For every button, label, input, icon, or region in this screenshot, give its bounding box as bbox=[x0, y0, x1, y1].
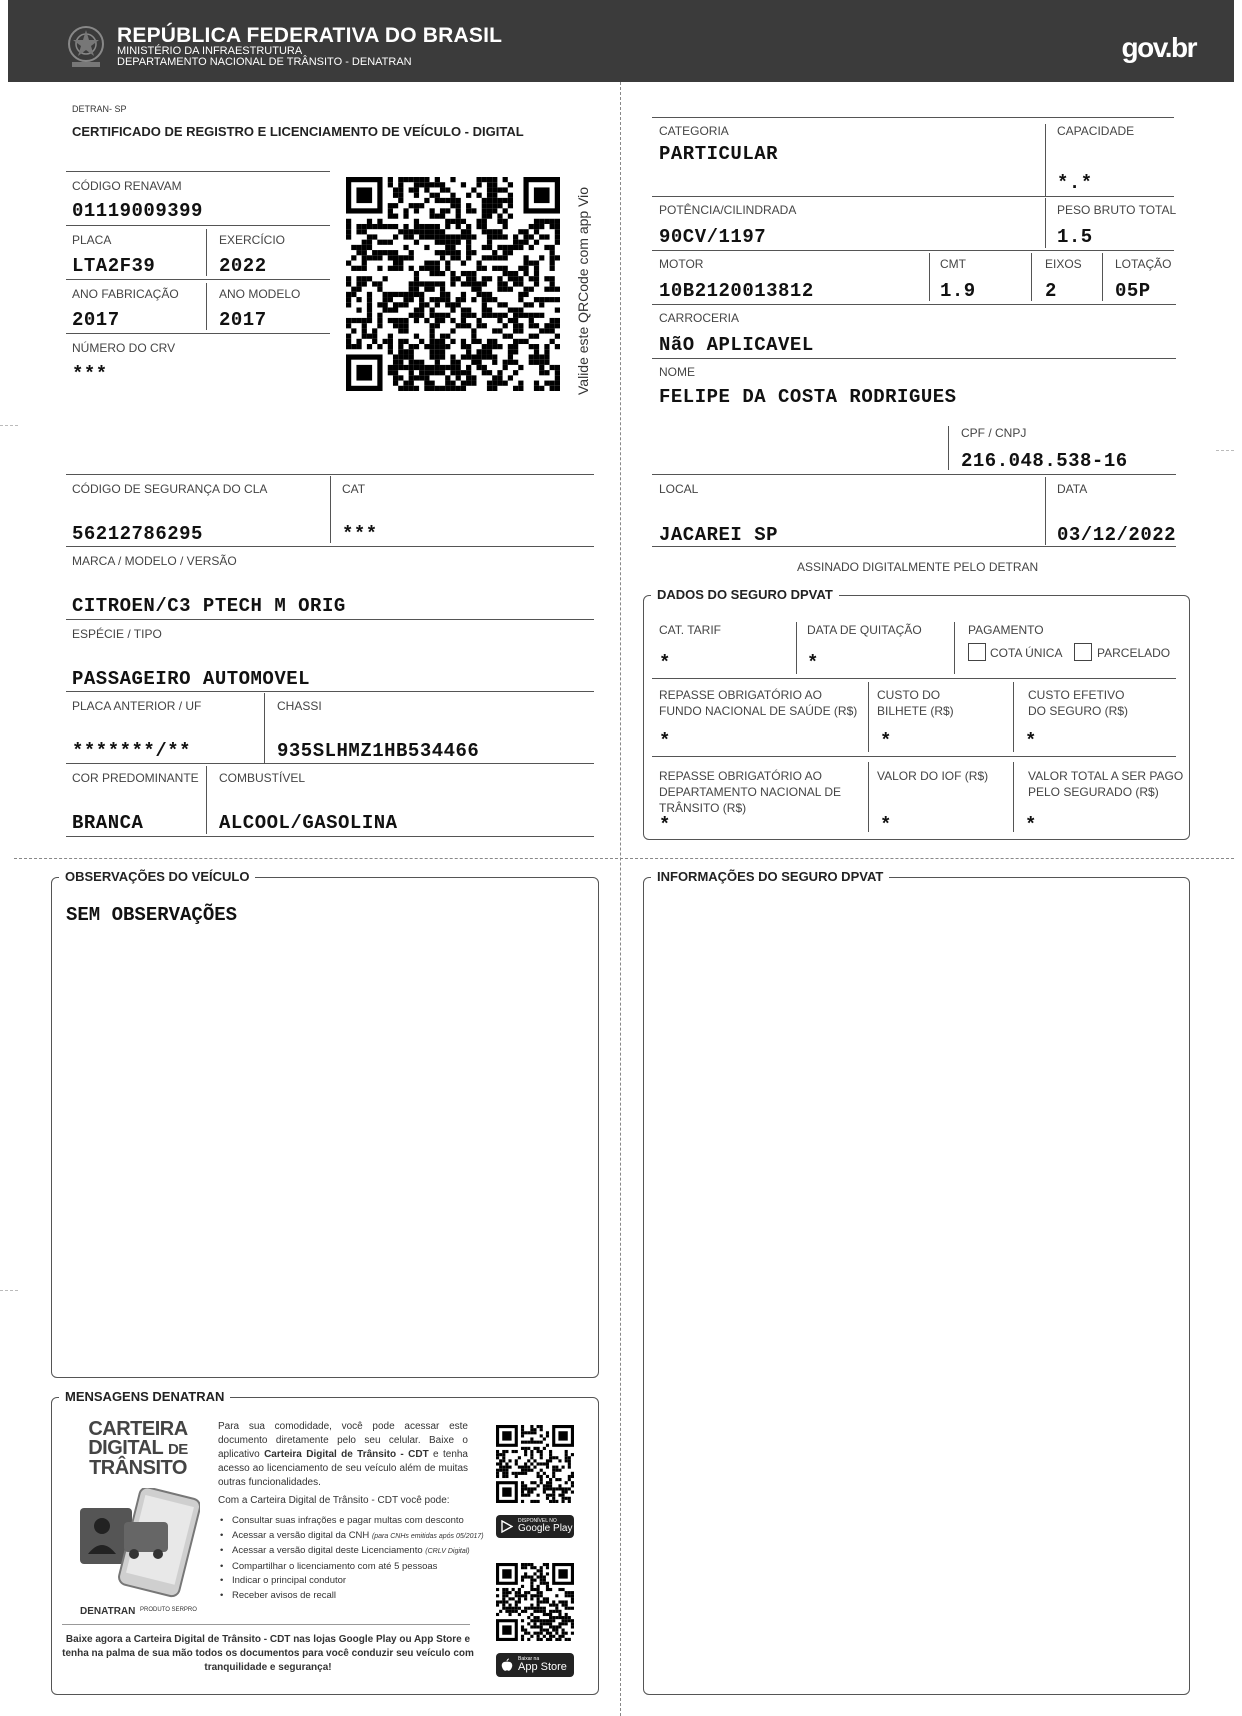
exercicio-value: 2022 bbox=[219, 255, 267, 277]
cdt-intro-b: Carteira Digital de Trânsito - CDT bbox=[264, 1449, 429, 1460]
cpf-value: 216.048.538-16 bbox=[961, 450, 1128, 472]
custo-bilhete-value: * bbox=[880, 730, 892, 752]
divider bbox=[1045, 124, 1046, 196]
ano-modelo-value: 2017 bbox=[219, 309, 267, 331]
local-value: JACAREI SP bbox=[659, 524, 779, 546]
state-label: DETRAN- SP bbox=[72, 104, 127, 114]
cmt-value: 1.9 bbox=[940, 280, 976, 302]
local-label: LOCAL bbox=[659, 482, 699, 496]
eixos-label: EIXOS bbox=[1045, 257, 1082, 271]
divider bbox=[66, 763, 594, 764]
repasse-saude-value: * bbox=[659, 730, 671, 752]
repasse-transito-label-1: REPASSE OBRIGATÓRIO AO bbox=[659, 769, 822, 783]
eixos-value: 2 bbox=[1045, 280, 1057, 302]
cota-unica-checkbox[interactable] bbox=[968, 643, 986, 661]
data-quitacao-value: * bbox=[807, 652, 819, 674]
cdt-intro-c: e tenha acesso ao licenciamento de seu veículo além de muitas outras funcionalidades. bbox=[218, 1449, 468, 1488]
cdt-logo-line3: TRÂNSITO bbox=[89, 1457, 187, 1479]
info-dpvat-title: INFORMAÇÕES DO SEGURO DPVAT bbox=[651, 869, 889, 884]
combustivel-label: COMBUSTÍVEL bbox=[219, 771, 306, 785]
divider bbox=[66, 171, 330, 172]
custo-efetivo-label-1: CUSTO EFETIVO bbox=[1028, 688, 1125, 702]
placa-value: LTA2F39 bbox=[72, 255, 156, 277]
data-quitacao-label: DATA DE QUITAÇÃO bbox=[807, 623, 922, 637]
cpf-label: CPF / CNPJ bbox=[961, 426, 1027, 440]
custo-bilhete-label-2: BILHETE (R$) bbox=[877, 704, 954, 718]
divider bbox=[264, 693, 265, 763]
renavam-value: 01119009399 bbox=[72, 200, 203, 222]
divider bbox=[206, 229, 207, 276]
crv-label: NÚMERO DO CRV bbox=[72, 341, 176, 355]
iof-value: * bbox=[880, 814, 892, 836]
marca-value: CITROEN/C3 PTECH M ORIG bbox=[72, 595, 346, 617]
renavam-label: CÓDIGO RENAVAM bbox=[72, 179, 182, 193]
app-store-qr-code bbox=[496, 1563, 574, 1641]
divider bbox=[796, 622, 797, 674]
header-title: REPÚBLICA FEDERATIVA DO BRASIL bbox=[117, 24, 503, 47]
total-label-2: PELO SEGURADO (R$) bbox=[1028, 785, 1159, 799]
pagamento-label: PAGAMENTO bbox=[968, 623, 1044, 637]
phone-illustration-icon bbox=[80, 1488, 200, 1600]
marca-label: MARCA / MODELO / VERSÃO bbox=[72, 554, 237, 568]
coat-of-arms-icon bbox=[64, 22, 108, 70]
divider bbox=[206, 283, 207, 330]
iof-label: VALOR DO IOF (R$) bbox=[877, 769, 989, 783]
ano-fabricacao-value: 2017 bbox=[72, 309, 120, 331]
nome-label: NOME bbox=[659, 365, 695, 379]
denatran-label: DENATRAN bbox=[80, 1606, 136, 1617]
list-item: • Compartilhar o licenciamento com até 5 pessoas bbox=[218, 1560, 478, 1575]
repasse-saude-label-1: REPASSE OBRIGATÓRIO AO bbox=[659, 688, 822, 702]
categoria-label: CATEGORIA bbox=[659, 124, 729, 138]
divider bbox=[1013, 682, 1014, 752]
header-ministry: MINISTÉRIO DA INFRAESTRUTURA bbox=[117, 45, 303, 57]
potencia-label: POTÊNCIA/CILINDRADA bbox=[659, 203, 797, 217]
play-icon bbox=[501, 1520, 513, 1533]
ano-fabricacao-label: ANO FABRICAÇÃO bbox=[72, 287, 179, 301]
carroceria-value: NãO APLICAVEL bbox=[659, 334, 814, 356]
chassi-label: CHASSI bbox=[277, 699, 322, 713]
cdt-intro-a: Para sua comodidade, você pode acessar este documento diretamente pelo seu celular. Baixe o aplicativo bbox=[218, 1421, 468, 1460]
divider bbox=[66, 619, 594, 620]
placa-label: PLACA bbox=[72, 233, 112, 247]
divider bbox=[652, 678, 1176, 679]
cor-label: COR PREDOMINANTE bbox=[72, 771, 199, 785]
observacoes-title: OBSERVAÇÕES DO VEÍCULO bbox=[59, 869, 255, 884]
divider bbox=[868, 682, 869, 752]
divider bbox=[66, 546, 594, 547]
parcelado-checkbox[interactable] bbox=[1074, 643, 1092, 661]
seguranca-cla-label: CÓDIGO DE SEGURANÇA DO CLA bbox=[72, 482, 268, 496]
google-play-label: Google Play bbox=[518, 1523, 573, 1534]
header-department: DEPARTAMENTO NACIONAL DE TRÂNSITO - DENATRAN bbox=[117, 56, 412, 68]
potencia-value: 90CV/1197 bbox=[659, 226, 767, 248]
cdt-logo-de: DE bbox=[167, 1441, 188, 1458]
list-item: • Receber avisos de recall bbox=[218, 1589, 478, 1604]
info-dpvat-box bbox=[643, 877, 1190, 1695]
total-label-1: VALOR TOTAL A SER PAGO bbox=[1028, 769, 1184, 783]
edge-mark bbox=[0, 425, 18, 426]
combustivel-value: ALCOOL/GASOLINA bbox=[219, 812, 398, 834]
divider bbox=[66, 225, 330, 226]
divider bbox=[1013, 762, 1014, 832]
divider bbox=[929, 253, 930, 301]
divider bbox=[66, 333, 330, 334]
divider bbox=[652, 117, 1174, 118]
cat-tarif-value: * bbox=[659, 652, 671, 674]
edge-mark bbox=[0, 1290, 18, 1291]
divider bbox=[954, 622, 955, 674]
carroceria-label: CARROCERIA bbox=[659, 311, 740, 325]
motor-value: 10B2120013812 bbox=[659, 280, 814, 302]
lotacao-value: 05P bbox=[1115, 280, 1151, 302]
capacidade-label: CAPACIDADE bbox=[1057, 124, 1135, 138]
nome-value: FELIPE DA COSTA RODRIGUES bbox=[659, 386, 957, 408]
app-store-badge[interactable] bbox=[496, 1653, 574, 1677]
observacoes-text: SEM OBSERVAÇÕES bbox=[66, 904, 238, 926]
motor-label: MOTOR bbox=[659, 257, 704, 271]
custo-efetivo-value: * bbox=[1025, 730, 1037, 752]
divider bbox=[652, 250, 1174, 251]
peso-value: 1.5 bbox=[1057, 226, 1093, 248]
cdt-intro-text bbox=[218, 1420, 468, 1490]
divider bbox=[652, 358, 1176, 359]
seguranca-cla-value: 56212786295 bbox=[72, 523, 203, 545]
edge-mark bbox=[1216, 450, 1234, 451]
serpro-label: PRODUTO SERPRO bbox=[140, 1607, 197, 1613]
divider bbox=[948, 426, 949, 470]
divider bbox=[66, 279, 330, 280]
cdt-logo-line2: DIGITAL bbox=[88, 1437, 163, 1459]
divider bbox=[330, 476, 331, 543]
repasse-transito-value: * bbox=[659, 814, 671, 836]
divider bbox=[652, 304, 1176, 305]
document-title: CERTIFICADO DE REGISTRO E LICENCIAMENTO DE VEÍCULO - DIGITAL bbox=[72, 124, 524, 139]
capacidade-value: *.* bbox=[1057, 172, 1093, 194]
dpvat-title: DADOS DO SEGURO DPVAT bbox=[651, 587, 839, 602]
cdt-logo bbox=[70, 1420, 206, 1478]
digital-signature-note: ASSINADO DIGITALMENTE PELO DETRAN bbox=[797, 560, 1039, 574]
divider bbox=[66, 691, 594, 692]
list-item: • Indicar o principal condutor bbox=[218, 1574, 478, 1589]
cat-tarif-label: CAT. TARIF bbox=[659, 623, 722, 637]
page-header bbox=[8, 0, 1234, 82]
peso-label: PESO BRUTO TOTAL bbox=[1057, 203, 1177, 217]
cdt-logo-line1: CARTEIRA bbox=[88, 1418, 188, 1440]
repasse-saude-label-2: FUNDO NACIONAL DE SAÚDE (R$) bbox=[659, 704, 858, 718]
horizontal-divider bbox=[14, 858, 1234, 859]
custo-bilhete-label-1: CUSTO DO bbox=[877, 688, 941, 702]
app-store-label: App Store bbox=[518, 1661, 567, 1673]
custo-efetivo-label-2: DO SEGURO (R$) bbox=[1028, 704, 1129, 718]
chassi-value: 935SLHMZ1HB534466 bbox=[277, 740, 480, 762]
mensagens-title: MENSAGENS DENATRAN bbox=[59, 1389, 230, 1404]
repasse-transito-label-2: DEPARTAMENTO NACIONAL DE bbox=[659, 785, 842, 799]
categoria-value: PARTICULAR bbox=[659, 143, 779, 165]
especie-value: PASSAGEIRO AUTOMOVEL bbox=[72, 668, 311, 690]
govbr-logo: gov.br bbox=[1121, 32, 1196, 63]
divider bbox=[652, 196, 1174, 197]
divider bbox=[868, 762, 869, 832]
cat-label: CAT bbox=[342, 482, 366, 496]
app-store-small: Baixar na bbox=[518, 1656, 540, 1662]
divider bbox=[1031, 253, 1032, 301]
repasse-transito-label-3: TRÂNSITO (R$) bbox=[659, 801, 747, 815]
ano-modelo-label: ANO MODELO bbox=[219, 287, 301, 301]
exercicio-label: EXERCÍCIO bbox=[219, 233, 286, 247]
cdt-feature-list bbox=[218, 1514, 484, 1603]
list-item: • Acessar a versão digital deste Licenciamento (CRLV Digital) bbox=[218, 1544, 478, 1560]
google-play-small: DISPONÍVEL NO bbox=[518, 1518, 557, 1524]
google-play-qr-code bbox=[496, 1425, 574, 1503]
observacoes-box bbox=[51, 877, 599, 1378]
divider bbox=[66, 474, 594, 475]
cor-value: BRANCA bbox=[72, 812, 144, 834]
divider bbox=[1102, 253, 1103, 301]
validation-qr-code bbox=[346, 177, 560, 391]
cat-value: *** bbox=[342, 523, 378, 545]
divider bbox=[1045, 477, 1046, 545]
data-value: 03/12/2022 bbox=[1057, 524, 1177, 546]
vertical-divider bbox=[620, 82, 621, 1716]
data-label: DATA bbox=[1057, 482, 1088, 496]
total-value: * bbox=[1025, 814, 1037, 836]
cota-unica-label: COTA ÚNICA bbox=[990, 646, 1063, 660]
list-item: • Acessar a versão digital da CNH (para CNHs emitidas após 05/2017) bbox=[218, 1529, 478, 1545]
placa-anterior-value: *******/** bbox=[72, 740, 192, 762]
divider bbox=[652, 756, 1176, 757]
list-item: • Consultar suas infrações e pagar multas com desconto bbox=[218, 1514, 478, 1529]
divider bbox=[652, 474, 1176, 475]
divider bbox=[652, 546, 1176, 547]
divider bbox=[206, 766, 207, 834]
cdt-lead-text: Com a Carteira Digital de Trânsito - CDT você pode: bbox=[218, 1495, 450, 1506]
crv-value: *** bbox=[72, 363, 108, 385]
especie-label: ESPÉCIE / TIPO bbox=[72, 627, 162, 641]
cmt-label: CMT bbox=[940, 257, 966, 271]
divider bbox=[1045, 198, 1046, 248]
qr-caption: Valide este QRCode com app Vio bbox=[575, 186, 591, 395]
apple-icon bbox=[501, 1658, 513, 1672]
divider bbox=[66, 836, 594, 837]
lotacao-label: LOTAÇÃO bbox=[1115, 257, 1172, 271]
placa-anterior-label: PLACA ANTERIOR / UF bbox=[72, 699, 202, 713]
divider bbox=[62, 1624, 470, 1625]
parcelado-label: PARCELADO bbox=[1097, 646, 1171, 660]
google-play-badge[interactable] bbox=[496, 1515, 574, 1538]
cdt-footer-text: Baixe agora a Carteira Digital de Trânsito - CDT nas lojas Google Play ou App Store e tenha na palma de sua mão todos os documentos para você conduzir seu veículo com tranquilidade e segurança! bbox=[62, 1634, 474, 1673]
